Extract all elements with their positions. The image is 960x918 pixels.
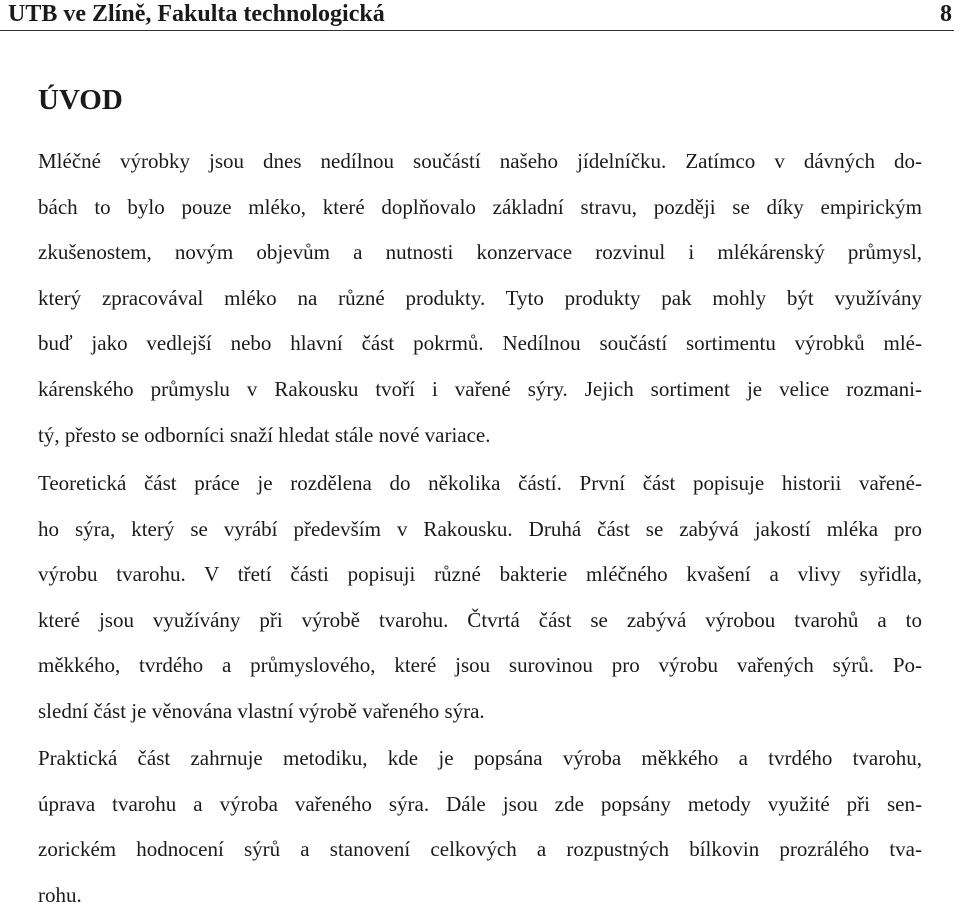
- text-line: slední část je věnována vlastní výrobě vařeného sýra.: [38, 698, 485, 723]
- text-line: ho sýra, který se vyrábí především v Rakousku. Druhá část se zabývá jakostí mléka pro: [38, 516, 922, 541]
- text-line: úprava tvarohu a výroba vařeného sýra. Dále jsou zde popsány metody využité při sen-: [38, 791, 922, 816]
- text-line: rohu.: [38, 882, 82, 907]
- section-heading: ÚVOD: [38, 84, 123, 116]
- page-header: [0, 0, 954, 31]
- text-line: kárenského průmyslu v Rakousku tvoří i vařené sýry. Jejich sortiment je velice rozmani-: [38, 376, 922, 401]
- text-line: Praktická část zahrnuje metodiku, kde je popsána výroba měkkého a tvrdého tvarohu,: [38, 746, 922, 770]
- text-line: bách to bylo pouze mléko, které doplňovalo základní stravu, později se díky empirickým: [38, 194, 922, 219]
- text-line: měkkého, tvrdého a průmyslového, které jsou surovinou pro výrobu vařených sýrů. Po-: [38, 653, 922, 678]
- text-line: tý, přesto se odborníci snaží hledat stále nové variace.: [38, 422, 491, 447]
- text-line: které jsou využívány při výrobě tvarohu. Čtvrtá část se zabývá výrobou tvarohů a to: [38, 607, 922, 632]
- paragraph-1: [38, 139, 922, 458]
- text-line: výrobu tvarohu. V třetí části popisuji různé bakterie mléčného kvašení a vlivy syřidla,: [38, 562, 922, 587]
- header-title: UTB ve Zlíně, Fakulta technologická: [8, 1, 385, 27]
- text-line: který zpracovával mléko na různé produkty. Tyto produkty pak mohly být využívány: [38, 285, 922, 310]
- paragraph-2: [38, 461, 922, 735]
- text-line: Teoretická část práce je rozdělena do několika částí. První část popisuje historii vařené-: [38, 471, 922, 495]
- paragraph-3: [38, 736, 922, 918]
- text-line: zorickém hodnocení sýrů a stanovení celkových a rozpustných bílkovin prozrálého tva-: [38, 837, 922, 862]
- page-number: 8: [940, 1, 952, 27]
- text-line: buď jako vedlejší nebo hlavní část pokrmů. Nedílnou součástí sortimentu výrobků mlé-: [38, 331, 922, 356]
- text-line: zkušenostem, novým objevům a nutnosti konzervace rozvinul i mlékárenský průmysl,: [38, 240, 922, 265]
- text-line: Mléčné výrobky jsou dnes nedílnou součástí našeho jídelníčku. Zatímco v dávných do-: [38, 149, 922, 173]
